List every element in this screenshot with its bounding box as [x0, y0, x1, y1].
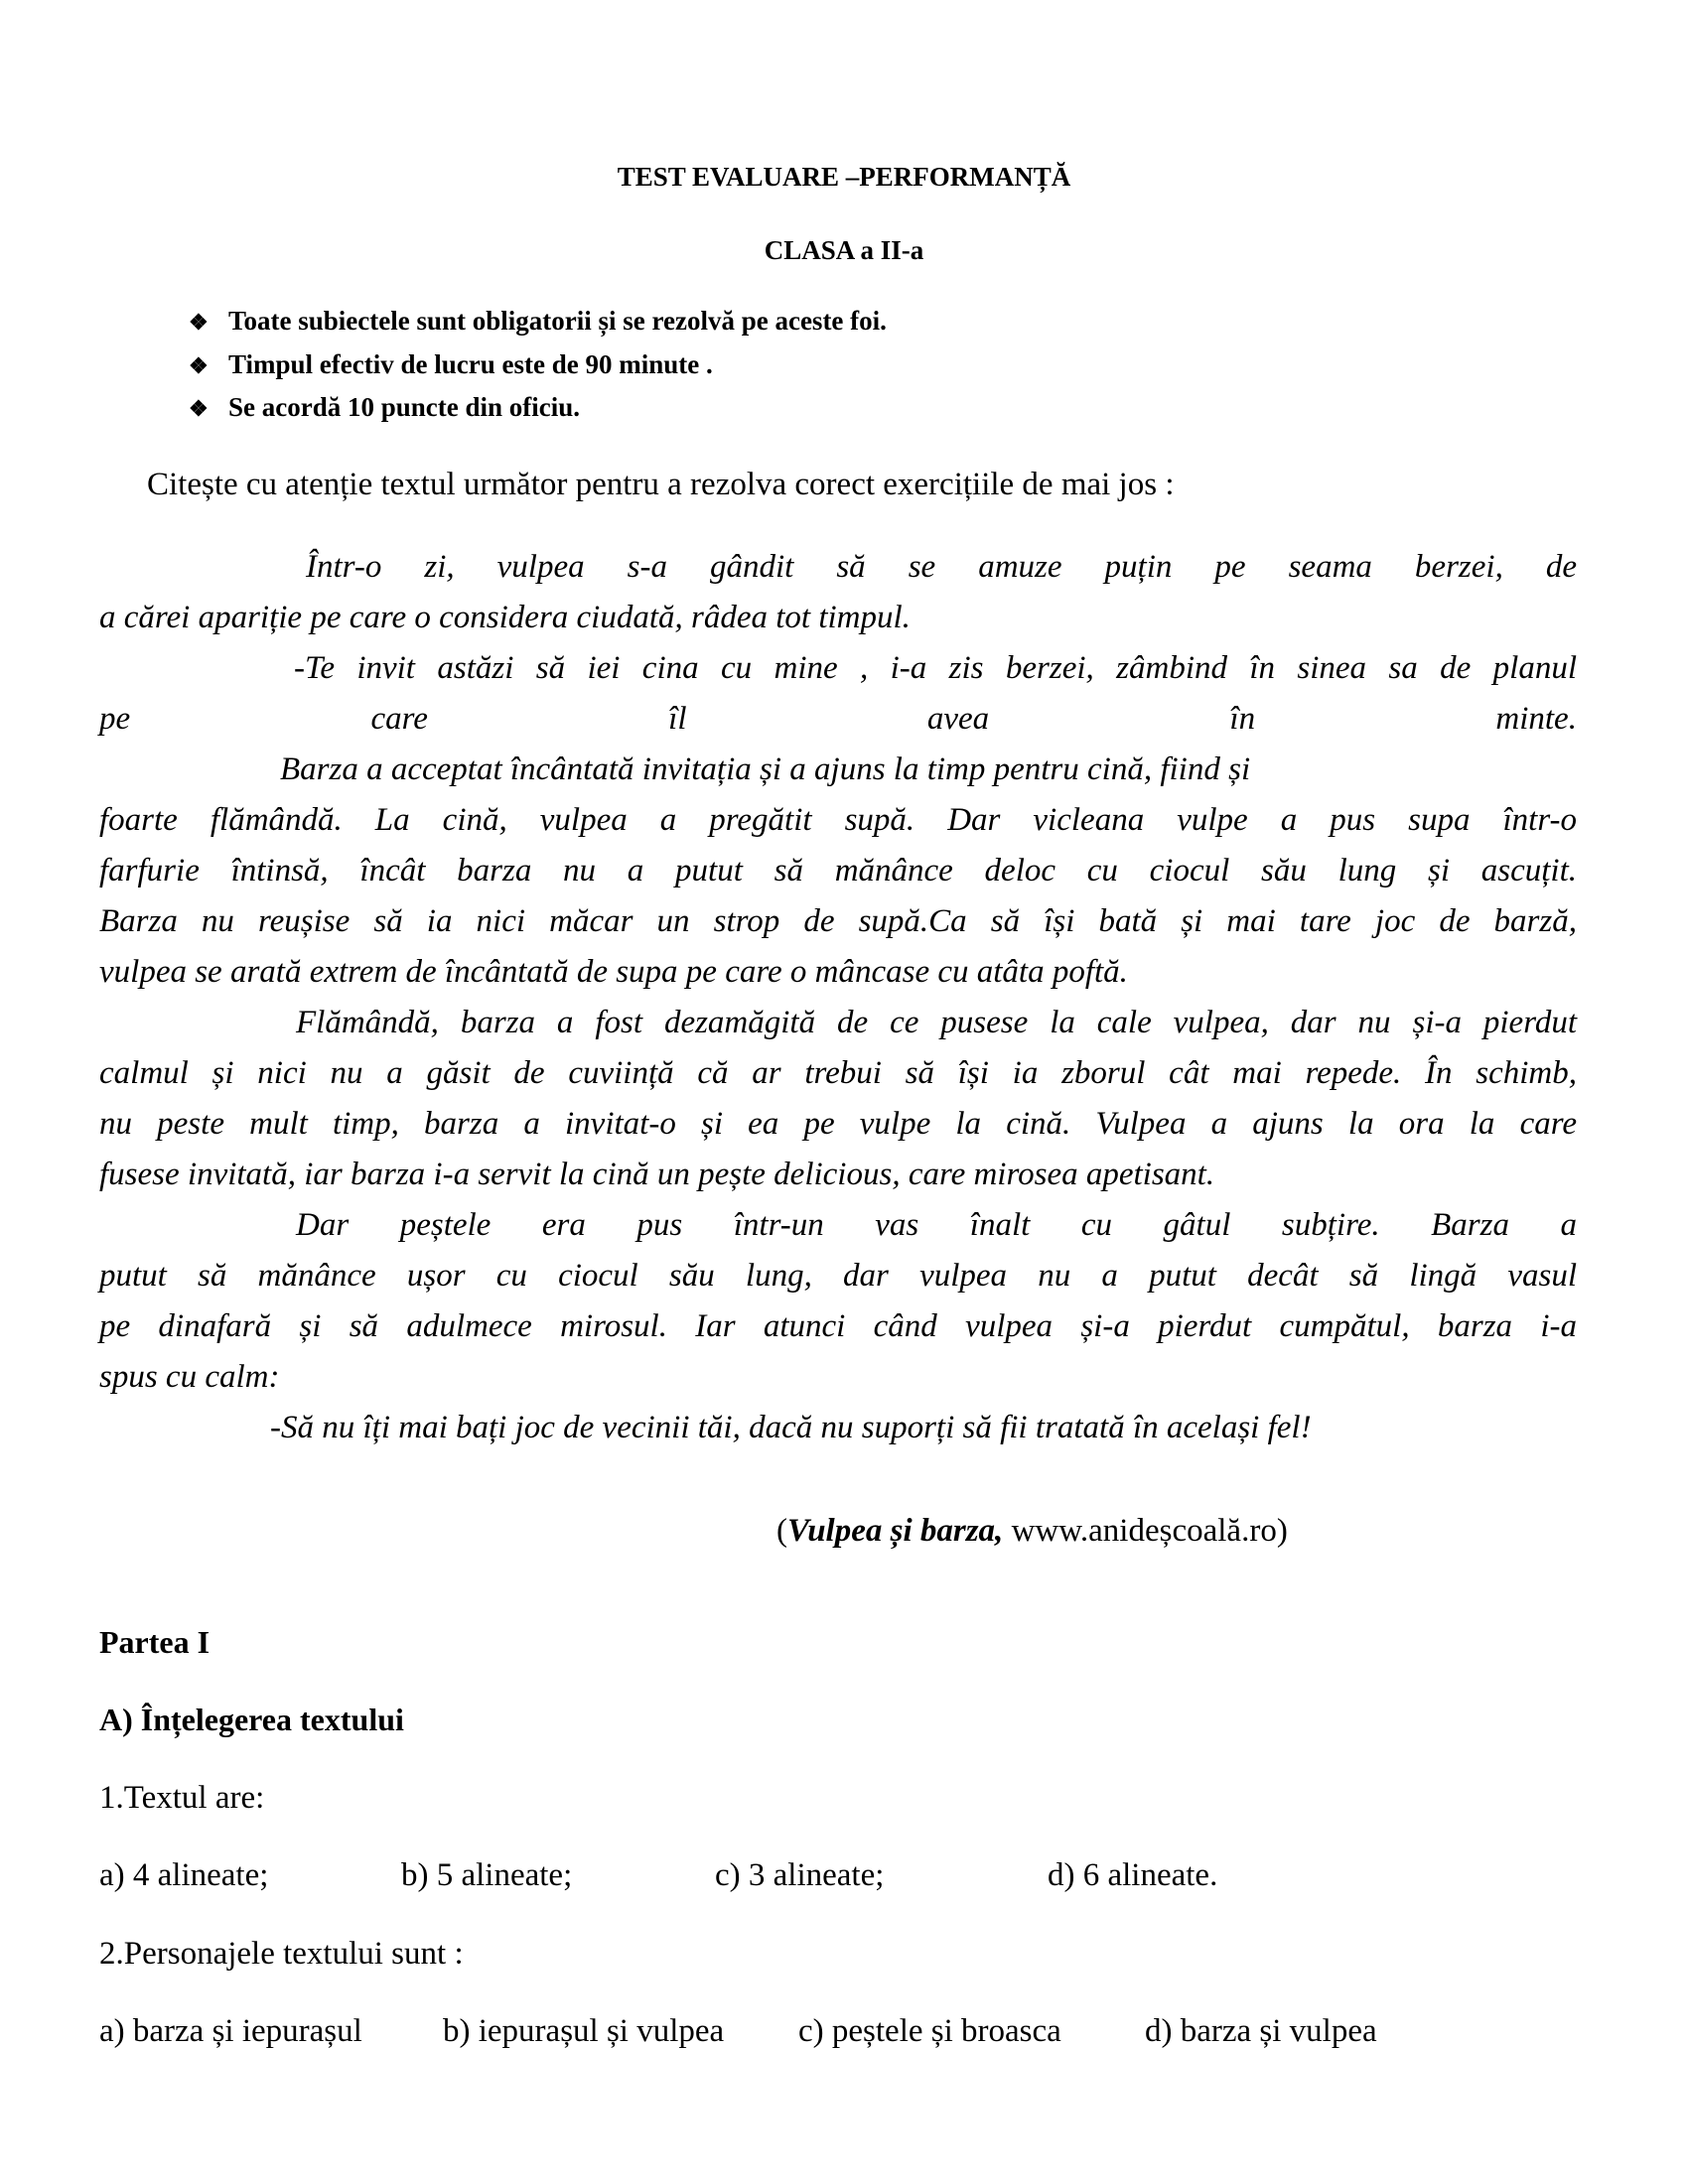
passage-line: vulpea se arată extrem de încântată de supa pe care o mâncase cu atâta poftă.: [99, 954, 1128, 990]
section-heading: A) Înțelegerea textului: [99, 1702, 404, 1737]
passage-line: pe dinafară și să adulmece mirosul. Iar atunci când vulpea și-a pierdut cumpătul, barza i-a: [99, 1308, 1577, 1344]
passage-line: Barza nu reușise să ia nici măcar un strop de supă.Ca să își bată și mai tare joc de barză,: [99, 903, 1577, 939]
passage-line: a cărei apariție pe care o considera ciudată, râdea tot timpul.: [99, 600, 911, 635]
passage-line: Barza a acceptat încântată invitația și a ajuns la timp pentru cină, fiind și: [280, 751, 1251, 787]
instruction-text: Se acordă 10 puncte din oficiu.: [228, 392, 581, 422]
answer-option: c) peștele și broasca: [798, 2013, 1061, 2049]
question-prompt: 1.Textul are:: [99, 1780, 265, 1816]
story-passage: [99, 542, 1577, 1453]
answer-option: c) 3 alineate;: [715, 1857, 885, 1893]
passage-word: pe: [99, 701, 131, 737]
passage-line: Într-o zi, vulpea s-a gândit să se amuze puțin pe seama berzei, de: [306, 549, 1577, 585]
reading-instruction: Citește cu atenție textul următor pentru a rezolva corect exercițiile de mai jos :: [147, 467, 1175, 502]
instruction-text: Toate subiectele sunt obligatorii și se rezolvă pe aceste foi.: [228, 306, 887, 336]
passage-line: fusese invitată, iar barza i-a servit la cină un pește delicious, care mirosea apetisant.: [99, 1157, 1215, 1192]
instruction-item: [189, 349, 713, 380]
passage-line: [99, 694, 1577, 745]
passage-word: avea: [926, 701, 990, 737]
passage-line: foarte flămândă. La cină, vulpea a pregătit supă. Dar vicleana vulpe a pus supa într-o: [99, 802, 1577, 838]
answer-option: d) 6 alineate.: [1048, 1857, 1218, 1893]
passage-line: -Te invit astăzi să iei cina cu mine , i-a zis berzei, zâmbind în sinea sa de planul: [294, 650, 1577, 686]
answer-option: a) 4 alineate;: [99, 1857, 269, 1893]
passage-word: minte.: [1495, 701, 1577, 737]
diamond-bullet-icon: ❖: [189, 353, 209, 378]
passage-word: care: [370, 701, 428, 737]
instruction-item: [189, 306, 887, 337]
answer-option: b) iepurașul și vulpea: [443, 2013, 725, 2049]
instruction-item: [189, 392, 580, 423]
passage-line: farfurie întinsă, încât barza nu a putut să mănânce deloc cu ciocul său lung și ascuțit.: [99, 853, 1577, 888]
passage-line: Dar peștele era pus într-un vas înalt cu gâtul subțire. Barza a: [296, 1207, 1577, 1243]
answer-option: a) barza și iepurașul: [99, 2013, 362, 2049]
citation-open: (: [776, 1513, 787, 1549]
answer-option: d) barza și vulpea: [1145, 2013, 1377, 2049]
citation-title: Vulpea și barza,: [787, 1513, 1004, 1549]
page-title: TEST EVALUARE –PERFORMANȚĂ: [617, 162, 1071, 192]
instruction-text: Timpul efectiv de lucru este de 90 minute .: [228, 349, 713, 379]
passage-line: putut să mănânce ușor cu ciocul său lung, dar vulpea nu a putut decât să lingă vasul: [99, 1258, 1577, 1294]
diamond-bullet-icon: ❖: [189, 310, 209, 335]
passage-line: nu peste mult timp, barza a invitat-o și ea pe vulpe la cină. Vulpea a ajuns la ora la care: [99, 1106, 1577, 1142]
source-citation: [776, 1513, 1288, 1550]
answer-option: b) 5 alineate;: [401, 1857, 573, 1893]
passage-line: calmul și nici nu a găsit de cuviință că ar trebui să își ia zborul cât mai repede. În schimb,: [99, 1055, 1577, 1091]
passage-line: -Să nu îți mai bați joc de vecinii tăi, dacă nu suporți să fii tratată în același fel!: [270, 1410, 1312, 1445]
passage-line: Flămândă, barza a fost dezamăgită de ce pusese la cale vulpea, dar nu și-a pierdut: [296, 1005, 1577, 1040]
passage-word: în: [1229, 701, 1256, 737]
class-label: CLASA a II-a: [764, 235, 924, 265]
part-heading: Partea I: [99, 1624, 211, 1660]
diamond-bullet-icon: ❖: [189, 396, 209, 421]
passage-word: îl: [668, 701, 687, 737]
citation-source: www.anideșcoală.ro): [1003, 1513, 1288, 1549]
question-prompt: 2.Personajele textului sunt :: [99, 1936, 464, 1972]
passage-line: spus cu calm:: [99, 1359, 280, 1395]
